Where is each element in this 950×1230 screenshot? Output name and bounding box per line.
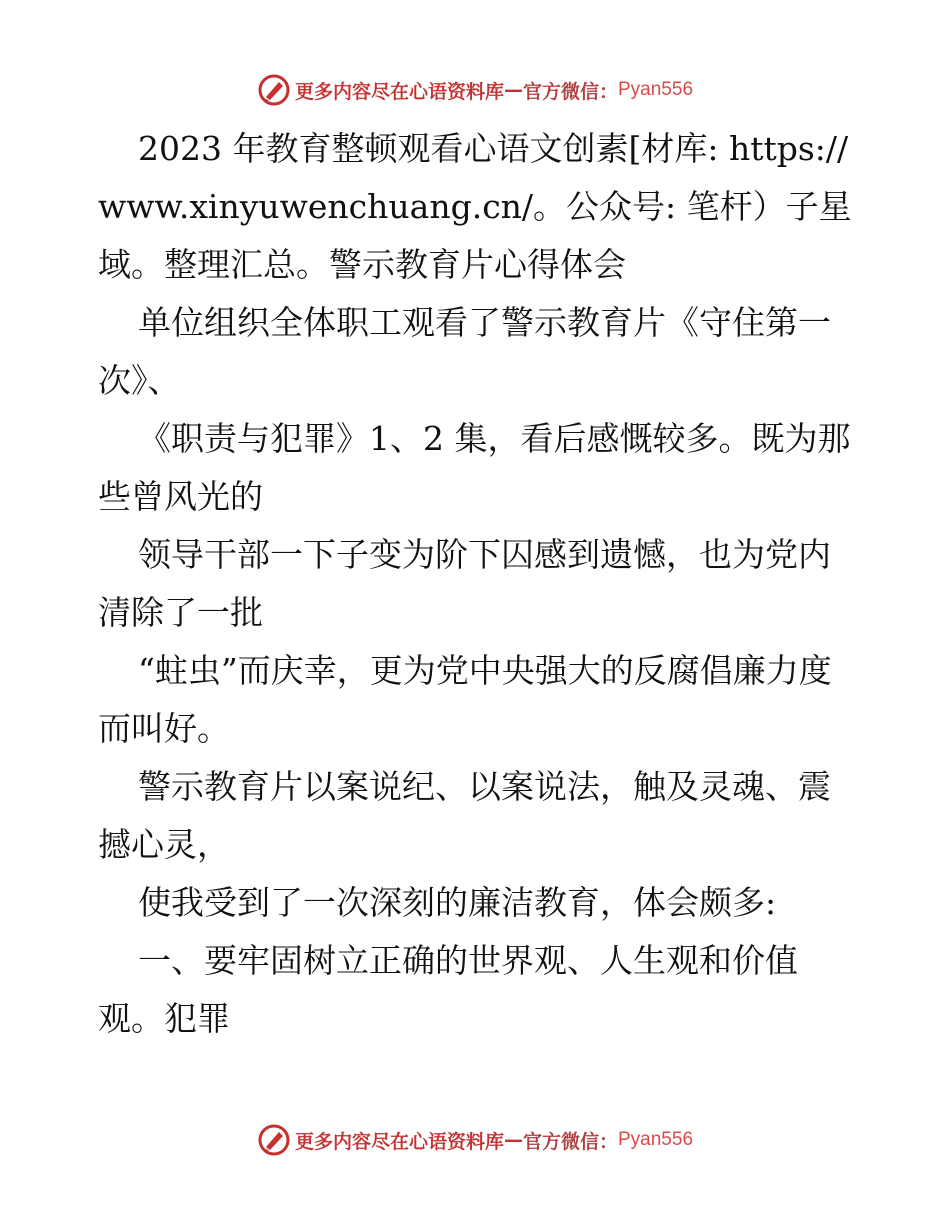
paragraph: 单位组织全体职工观看了警示教育片《守住第一次》、	[98, 303, 831, 400]
paragraph: 领导干部一下子变为阶下囚感到遗憾，也为党内清除了一批	[98, 535, 831, 632]
banner-separator: —	[503, 1129, 523, 1151]
paragraph: “蛀虫”而庆幸，更为党中央强大的反腐倡廉力度而叫好。	[98, 651, 832, 748]
banner-wechat-label: 官方微信：	[522, 80, 618, 103]
brand-logo-icon	[257, 73, 291, 107]
paragraph: 使我受到了一次深刻的廉洁教育，体会颇多:	[138, 883, 777, 922]
paragraph: 《职责与犯罪》1、2 集，看后感慨较多。既为那些曾风光的	[98, 419, 851, 516]
banner-text: 更多内容尽在心语资料库	[294, 1130, 504, 1153]
document-body	[98, 120, 858, 1048]
banner-separator: —	[503, 79, 523, 101]
footer-watermark-banner	[0, 1120, 950, 1160]
banner-wechat-id: Pyan556	[618, 79, 694, 100]
paragraph: 2023 年教育整顿观看心语文创素[材库: https://www.xinyuwenchuang.cn/。公众号: 笔杆）子星域。整理汇总。警示教育片心得体会	[98, 129, 852, 284]
banner-text: 更多内容尽在心语资料库	[294, 80, 504, 103]
banner-wechat-label: 官方微信：	[522, 1130, 618, 1153]
paragraph: 警示教育片以案说纪、以案说法，触及灵魂、震撼心灵，	[98, 767, 831, 864]
paragraph: 一、要牢固树立正确的世界观、人生观和价值观。犯罪	[98, 941, 798, 1038]
header-watermark-banner	[0, 70, 950, 110]
brand-logo-icon	[257, 1123, 291, 1157]
banner-wechat-id: Pyan556	[618, 1129, 694, 1150]
